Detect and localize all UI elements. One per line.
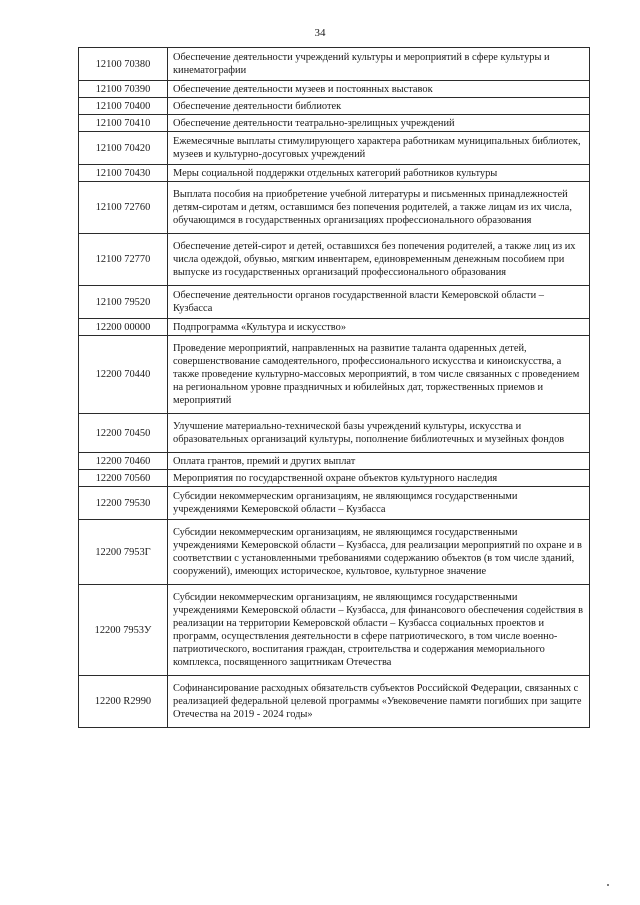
row-description: Мероприятия по государственной охране объектов культурного наследия	[168, 470, 590, 487]
row-code: 12100 70420	[79, 132, 168, 165]
table-row	[79, 98, 590, 115]
table-row	[79, 676, 590, 728]
table-row	[79, 182, 590, 234]
table-row	[79, 165, 590, 182]
table-row	[79, 470, 590, 487]
scan-speck	[607, 884, 609, 886]
table-row	[79, 286, 590, 319]
budget-codes-table	[78, 47, 590, 728]
row-description: Обеспечение деятельности театрально-зрелищных учреждений	[168, 115, 590, 132]
page-number: 34	[314, 27, 326, 39]
row-code: 12100 70390	[79, 81, 168, 98]
row-code: 12200 70460	[79, 453, 168, 470]
table-row	[79, 234, 590, 286]
row-description: Оплата грантов, премий и других выплат	[168, 453, 590, 470]
row-description: Субсидии некоммерческим организациям, не являющимся государственными учреждениями Кемеровской области – Кузбасса, для реализации мероприятий по охране и в соответствии с установленными требованиями содержанию объектов (в том числе зданий, сооружений), имеющих историческое, культовое, культурное значение	[168, 520, 590, 585]
row-description: Обеспечение деятельности учреждений культуры и мероприятий в сфере культуры и кинематографии	[168, 48, 590, 81]
row-code: 12100 72760	[79, 182, 168, 234]
row-code: 12200 00000	[79, 319, 168, 336]
row-code: 12200 79530	[79, 487, 168, 520]
row-description: Выплата пособия на приобретение учебной литературы и письменных принадлежностей детям-сиротам и детям, оставшимся без попечения родителей, а также лицам из их числа, обучающимся в государственных организациях профессионального образования	[168, 182, 590, 234]
row-code: 12100 70400	[79, 98, 168, 115]
row-code: 12200 R2990	[79, 676, 168, 728]
row-code: 12200 7953У	[79, 585, 168, 676]
row-description: Проведение мероприятий, направленных на развитие таланта одаренных детей, совершенствование самодеятельного, профессионального искусства и киноискусства, а также проведение культурно-массовых мероприятий, в том числе связанных с проведением на региональном уровне праздничных и юбилейных дат, торжественных приемов и мероприятий	[168, 336, 590, 414]
table-row	[79, 414, 590, 453]
table-row	[79, 115, 590, 132]
table-row	[79, 453, 590, 470]
row-description: Обеспечение деятельности музеев и постоянных выставок	[168, 81, 590, 98]
table-row	[79, 336, 590, 414]
row-code: 12100 70380	[79, 48, 168, 81]
row-code: 12200 70560	[79, 470, 168, 487]
row-description: Ежемесячные выплаты стимулирующего характера работникам муниципальных библиотек, музеев и культурно-досуговых учреждений	[168, 132, 590, 165]
table-row	[79, 319, 590, 336]
row-description: Софинансирование расходных обязательств субъектов Российской Федерации, связанных с реализацией федеральной целевой программы «Увековечение памяти погибших при защите Отечества на 2019 - 2024 годы»	[168, 676, 590, 728]
row-description: Субсидии некоммерческим организациям, не являющимся государственными учреждениями Кемеровской области – Кузбасса, для финансового обеспечения содействия в реализации на территории Кемеровской области – Кузбасса социальных проектов и программ, осуществления деятельности в сфере патриотического, в том числе военно-патриотического, воспитания граждан, строительства и содержания мемориального комплекса, посвященного защитникам Отечества	[168, 585, 590, 676]
row-description: Субсидии некоммерческим организациям, не являющимся государственными учреждениями Кемеровской области – Кузбасса	[168, 487, 590, 520]
table-row	[79, 487, 590, 520]
row-code: 12200 7953Г	[79, 520, 168, 585]
row-description: Обеспечение детей-сирот и детей, оставшихся без попечения родителей, а также лиц из их числа одеждой, обувью, мягким инвентарем, единовременным денежным пособием при выпуске из государственных организаций профессионального образования	[168, 234, 590, 286]
table-row	[79, 520, 590, 585]
row-code: 12100 70430	[79, 165, 168, 182]
row-code: 12200 70440	[79, 336, 168, 414]
row-description: Улучшение материально-технической базы учреждений культуры, искусства и образовательных организаций культуры, пополнение библиотечных и музейных фондов	[168, 414, 590, 453]
row-description: Обеспечение деятельности библиотек	[168, 98, 590, 115]
row-description: Подпрограмма «Культура и искусство»	[168, 319, 590, 336]
table-row	[79, 81, 590, 98]
table-row	[79, 48, 590, 81]
table-row	[79, 585, 590, 676]
row-code: 12100 72770	[79, 234, 168, 286]
row-code: 12100 70410	[79, 115, 168, 132]
row-code: 12100 79520	[79, 286, 168, 319]
row-description: Меры социальной поддержки отдельных категорий работников культуры	[168, 165, 590, 182]
row-code: 12200 70450	[79, 414, 168, 453]
table-row	[79, 132, 590, 165]
row-description: Обеспечение деятельности органов государственной власти Кемеровской области – Кузбасса	[168, 286, 590, 319]
